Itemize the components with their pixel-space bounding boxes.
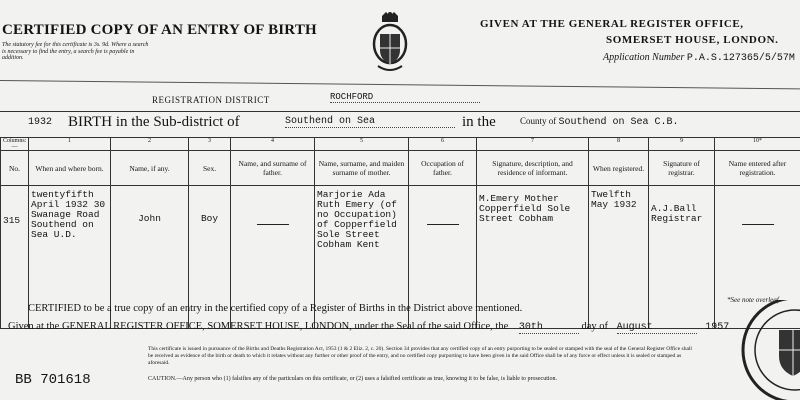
header-name: Name, if any.: [111, 151, 189, 186]
blank-dash: [742, 224, 774, 225]
in-the-label: in the: [462, 114, 496, 130]
header-mother: Name, surname, and maiden surname of mother.: [315, 151, 409, 186]
header-registrar: Signature of registrar.: [649, 151, 715, 186]
certificate-year: 1957: [705, 322, 730, 333]
column-number: 10*: [715, 138, 800, 151]
county-label: County of: [520, 116, 557, 126]
certified-true-copy: CERTIFIED to be a true copy of an entry in the certified copy of a Register of Births in the District above mentioned.: [28, 303, 523, 314]
certificate-month: August: [617, 322, 697, 334]
column-number: 6: [409, 138, 477, 151]
header-father-occupation: Occupation of father.: [409, 151, 477, 186]
entry-when-where: twentyfifth April 1932 30 Swanage Road Southend on Sea U.D.: [29, 186, 111, 329]
column-number: 8: [589, 138, 649, 151]
given-under-seal-line: [8, 321, 729, 334]
certificate-serial: BB 701618: [15, 372, 91, 388]
county-line: [520, 116, 679, 128]
application-value: P.A.S.127365/5/57M: [686, 53, 795, 64]
header-informant: Signature, description, and residence of informant.: [477, 151, 589, 186]
entry-sex: Boy: [189, 186, 231, 329]
blank-dash: [257, 224, 289, 225]
birth-subdistrict-label: BIRTH in the Sub-district of: [68, 114, 240, 130]
county-value: Southend on Sea C.B.: [558, 117, 679, 128]
application-label: Application Number: [603, 52, 685, 63]
blank-dash: [427, 224, 459, 225]
column-header-row: [1, 151, 800, 186]
column-number: 5: [315, 138, 409, 151]
registration-district-value: ROCHFORD: [330, 92, 480, 103]
subdistrict-value: Southend on Sea: [285, 116, 455, 128]
entry-name: John: [111, 186, 189, 329]
given-at-line1: GIVEN AT THE GENERAL REGISTER OFFICE,: [480, 18, 744, 30]
registration-district-label: REGISTRATION DISTRICT: [152, 95, 270, 105]
birth-year: 1932: [28, 117, 53, 128]
certificate-title: CERTIFIED COPY OF AN ENTRY OF BIRTH: [2, 22, 317, 38]
caution-text: CAUTION.—Any person who (1) falsifies any of the particulars on this certificate, or (2) uses a falsified certificate as true, knowing it to be false, is liable to prosecution.: [148, 376, 558, 382]
given-under-seal-text: Given at the GENERAL REGISTER OFFICE, SOMERSET HOUSE, LONDON, under the Seal of the said Office, the: [8, 321, 509, 332]
header-when-registered: When registered.: [589, 151, 649, 186]
entry-registered: Twelfth May 1932: [589, 186, 649, 329]
column-number: 3: [189, 138, 231, 151]
birth-line-top-rule: [0, 111, 800, 112]
general-register-office-seal-icon: [735, 300, 800, 400]
see-note-overleaf: *See note overleaf: [727, 296, 779, 304]
certificate-day: 30th: [519, 322, 579, 334]
entry-mother: Marjorie Ada Ruth Emery (of no Occupation) of Copperfield Sole Street Cobham Kent: [315, 186, 409, 329]
column-number: 1: [29, 138, 111, 151]
header-name-after-registration: Name entered after registration.: [715, 151, 800, 186]
statutory-fee-note: The statutory fee for this certificate is 3s. 9d. Where a search is necessary to find the entry, a search fee is payable in addition.: [2, 42, 149, 61]
column-number: Columns:—: [1, 138, 29, 151]
royal-crest-icon: [362, 10, 418, 76]
column-number: 9: [649, 138, 715, 151]
column-number: 7: [477, 138, 589, 151]
entry-registrar: A.J.Ball Registrar: [649, 186, 715, 329]
header-father: Name, and surname of father.: [231, 151, 315, 186]
header-no: No.: [1, 151, 29, 186]
application-number: [603, 52, 795, 64]
header-when-where-born: When and where born.: [29, 151, 111, 186]
header-sex: Sex.: [189, 151, 231, 186]
given-at-line2: SOMERSET HOUSE, LONDON.: [606, 34, 779, 46]
birth-register-table: [0, 137, 800, 329]
column-number-row: [1, 138, 800, 151]
statute-text: This certificate is issued in pursuance of the Births and Deaths Registration Act, 1953 (1 & 2 Eliz. 2, c. 20). Section 34 provides that any certified copy of an entry purporting to be sealed or stamped with the seal of the General Register Office shall be received as evidence of the birth or death to which it relates without any further or other proof of the entry, and no certified copy purporting to have been given in the said Office shall be of any force or effect unless it is sealed or stamped as aforesaid.: [148, 346, 692, 366]
entry-informant: M.Emery Mother Copperfield Sole Street Cobham: [477, 186, 589, 329]
entry-number: 315: [1, 186, 29, 329]
day-of-label: day of: [581, 321, 609, 332]
frame-top-rule: [0, 80, 800, 89]
column-number: 4: [231, 138, 315, 151]
column-number: 2: [111, 138, 189, 151]
